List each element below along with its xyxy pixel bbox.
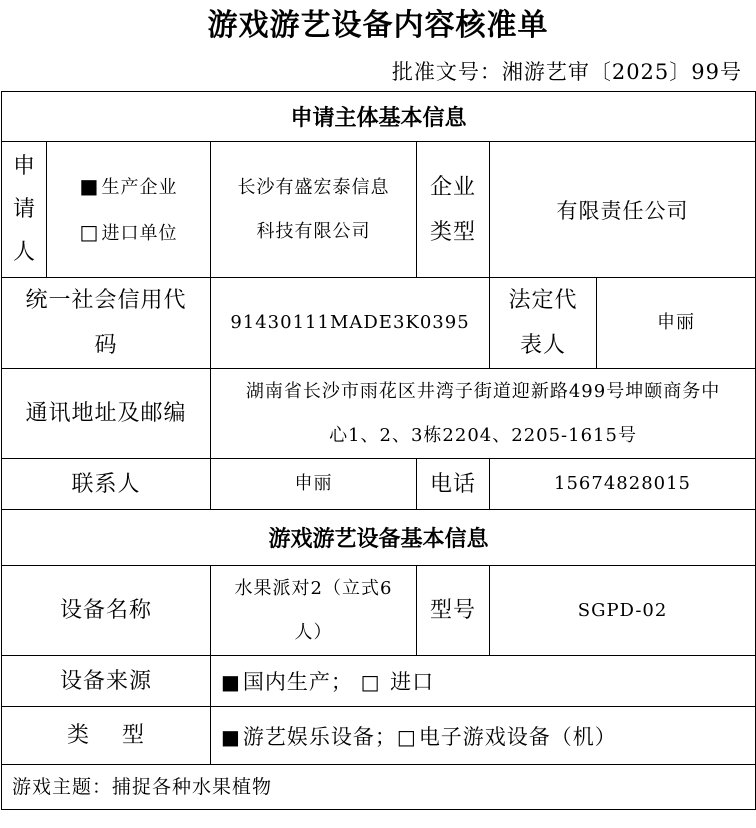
checkbox-unchecked-icon: □ [396, 724, 417, 749]
device-name-label: 设备名称 [2, 566, 211, 656]
applicant-row [2, 142, 756, 278]
device-type-options [211, 707, 756, 765]
applicant-type-options [47, 142, 211, 278]
credit-code-label-line: 码 [94, 333, 118, 358]
theme-row [2, 765, 756, 810]
game-theme: 游戏主题：捕捉各种水果植物 [2, 765, 756, 810]
legal-rep-label-line: 表人 [519, 333, 566, 358]
enterprise-type-label [417, 142, 490, 278]
checkbox-unchecked-icon: □ [360, 670, 381, 694]
address-row [2, 369, 756, 459]
applicant-label-char: 人 [12, 240, 35, 265]
contact-label: 联系人 [2, 459, 211, 510]
applicant-name-line: 长沙有盛宏泰信息 [237, 176, 390, 198]
section-header-row [2, 92, 756, 142]
applicant-label-char: 申 [12, 154, 35, 179]
contact-value: 申丽 [211, 459, 417, 510]
type-electronic-label: 电子游戏设备（机） [418, 724, 617, 749]
approval-table [1, 91, 756, 810]
credit-code-label-line: 统一社会信用代 [25, 288, 187, 313]
legal-rep-label [490, 278, 597, 369]
credit-code-value: 91430111MADE3K0395 [211, 278, 490, 369]
model-label: 型号 [417, 566, 490, 656]
device-source-label: 设备来源 [2, 656, 211, 707]
device-name-row [2, 566, 756, 656]
option-importer-label: 进口单位 [101, 222, 178, 244]
source-domestic-label: 国内生产； [242, 670, 353, 694]
address-line: 心1、2、3栋2204、2205-1615号 [329, 424, 637, 446]
address-value [211, 369, 756, 459]
checkbox-checked-icon: ■ [79, 173, 100, 198]
model-value: SGPD-02 [490, 566, 756, 656]
option-importer [51, 210, 206, 256]
enterprise-type-label-line: 类型 [429, 219, 476, 245]
page-title: 游戏游艺设备内容核准单 [207, 8, 549, 43]
section-title-applicant: 申请主体基本信息 [2, 92, 756, 142]
applicant-name [211, 142, 417, 278]
device-type-label: 类 型 [2, 707, 211, 765]
type-amusement-label: 游艺娱乐设备； [242, 724, 397, 749]
phone-value: 15674828015 [490, 459, 756, 510]
device-name-value [211, 566, 417, 656]
enterprise-type-label-line: 企业 [429, 174, 476, 200]
address-line: 湖南省长沙市雨花区井湾子街道迎新路499号坤颐商务中 [245, 380, 721, 402]
checkbox-checked-icon: ■ [221, 670, 241, 694]
applicant-label [2, 142, 47, 278]
checkbox-checked-icon: ■ [221, 724, 241, 749]
section-header-row [2, 510, 756, 566]
device-source-options [211, 656, 756, 707]
section-title-device: 游戏游艺设备基本信息 [2, 510, 756, 566]
option-producer-label: 生产企业 [101, 176, 178, 198]
applicant-label-char: 请 [12, 197, 35, 222]
approval-number: 批准文号：湘游艺审〔2025〕99号 [391, 60, 742, 84]
device-source-row [2, 656, 756, 707]
source-import-label: 进口 [382, 670, 435, 694]
applicant-name-line: 科技有限公司 [256, 220, 371, 242]
address-label: 通讯地址及邮编 [2, 369, 211, 459]
device-type-row [2, 707, 756, 765]
checkbox-unchecked-icon: □ [79, 219, 100, 244]
device-name-line: 水果派对2（立式6 [234, 577, 393, 599]
legal-rep-label-line: 法定代 [508, 288, 578, 313]
contact-row [2, 459, 756, 510]
phone-label: 电话 [417, 459, 490, 510]
credit-row [2, 278, 756, 369]
option-producer [51, 164, 206, 210]
device-name-line: 人） [294, 621, 333, 643]
enterprise-type-value: 有限责任公司 [490, 142, 756, 278]
credit-code-label [2, 278, 211, 369]
legal-rep-value: 申丽 [597, 278, 756, 369]
